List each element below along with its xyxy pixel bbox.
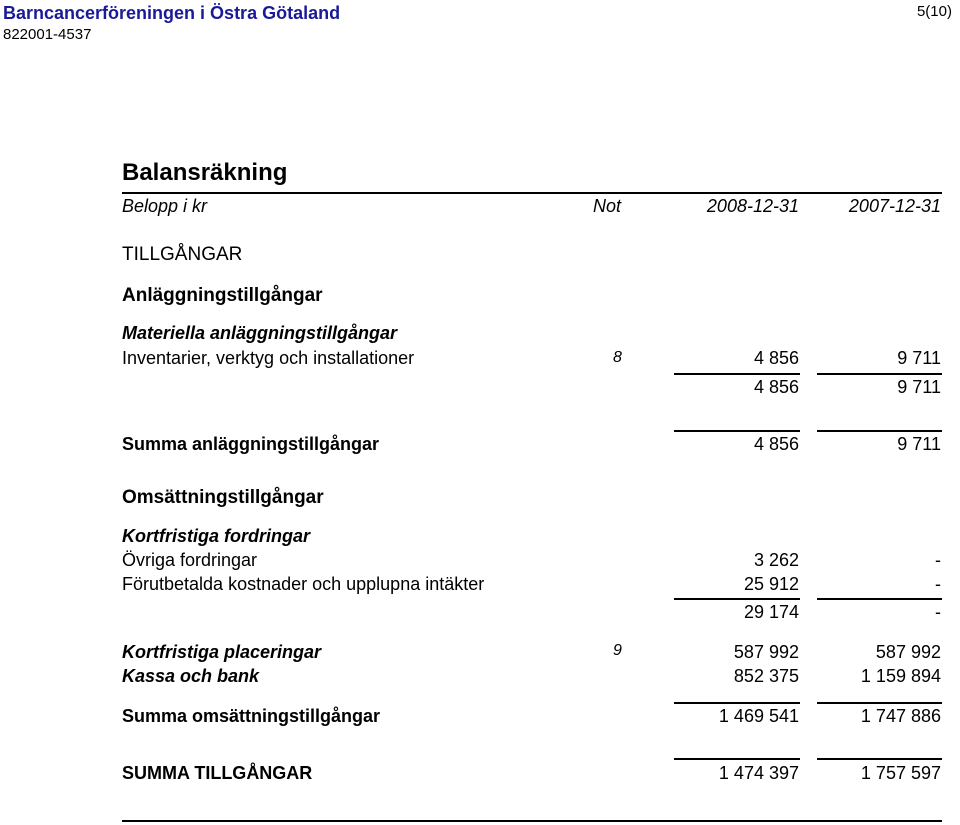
- other-receivables-2007: -: [935, 550, 941, 570]
- column-header-label: Belopp i kr: [122, 196, 208, 216]
- organization-number: 822001-4537: [3, 26, 92, 43]
- tangible-assets-heading: Materiella anläggningstillgångar: [122, 323, 398, 343]
- other-receivables-2008: 3 262: [753, 550, 799, 570]
- current-assets-total-2008: 1 469 541: [718, 706, 799, 726]
- cash-2008: 852 375: [733, 666, 799, 686]
- equipment-label: Inventarier, verktyg och installationer: [122, 348, 415, 368]
- investments-2007: 587 992: [875, 642, 941, 662]
- grand-total-2007: 1 757 597: [860, 763, 941, 783]
- fixed-assets-total-2007: 9 711: [897, 434, 941, 454]
- investments-note: 9: [613, 642, 622, 659]
- title-divider: [122, 192, 942, 194]
- current-assets-heading: Omsättningstillgångar: [122, 487, 324, 508]
- grand-total-label: SUMMA TILLGÅNGAR: [122, 763, 313, 783]
- bottom-divider: [122, 820, 942, 822]
- organization-name: Barncancerföreningen i Östra Götaland: [3, 3, 341, 23]
- investments-2008: 587 992: [733, 642, 799, 662]
- page-number: 5(10): [916, 3, 952, 20]
- fixed-assets-total-2008: 4 856: [753, 434, 799, 454]
- column-header-year-2007: 2007-12-31: [848, 196, 941, 216]
- subtotal-rule-2008: [674, 373, 800, 375]
- equipment-note: 8: [613, 349, 622, 366]
- current-assets-total-label: Summa omsättningstillgångar: [122, 706, 381, 726]
- grand-total-rule-2007: [817, 758, 942, 760]
- column-header-note: Not: [593, 196, 622, 216]
- grand-total-2008: 1 474 397: [718, 763, 799, 783]
- receivables-rule-2007: [817, 598, 942, 600]
- current-total-rule-2007: [817, 702, 942, 704]
- receivables-rule-2008: [674, 598, 800, 600]
- prepaid-label: Förutbetalda kostnader och upplupna intäkter: [122, 574, 485, 594]
- prepaid-2007: -: [935, 574, 941, 594]
- investments-label: Kortfristiga placeringar: [122, 642, 322, 662]
- subtotal-rule-2007: [817, 373, 942, 375]
- equipment-value-2007: 9 711: [897, 348, 941, 368]
- current-assets-total-2007: 1 747 886: [860, 706, 941, 726]
- receivables-subtotal-2008: 29 174: [743, 602, 799, 622]
- receivables-heading: Kortfristiga fordringar: [122, 526, 311, 546]
- receivables-subtotal-2007: -: [935, 602, 941, 622]
- other-receivables-label: Övriga fordringar: [122, 550, 258, 570]
- total-rule-2007: [817, 430, 942, 432]
- prepaid-2008: 25 912: [743, 574, 799, 594]
- fixed-assets-heading: Anläggningstillgångar: [122, 285, 323, 306]
- current-total-rule-2008: [674, 702, 800, 704]
- equipment-value-2008: 4 856: [753, 348, 799, 368]
- total-rule-2008: [674, 430, 800, 432]
- cash-2007: 1 159 894: [860, 666, 941, 686]
- fixed-assets-total-label: Summa anläggningstillgångar: [122, 434, 380, 454]
- grand-total-rule-2008: [674, 758, 800, 760]
- cash-label: Kassa och bank: [122, 666, 260, 686]
- fixed-subtotal-2008: 4 856: [753, 377, 799, 397]
- page-title: Balansräkning: [122, 159, 288, 186]
- assets-heading: TILLGÅNGAR: [122, 244, 243, 265]
- column-header-year-2008: 2008-12-31: [706, 196, 799, 216]
- fixed-subtotal-2007: 9 711: [897, 377, 941, 397]
